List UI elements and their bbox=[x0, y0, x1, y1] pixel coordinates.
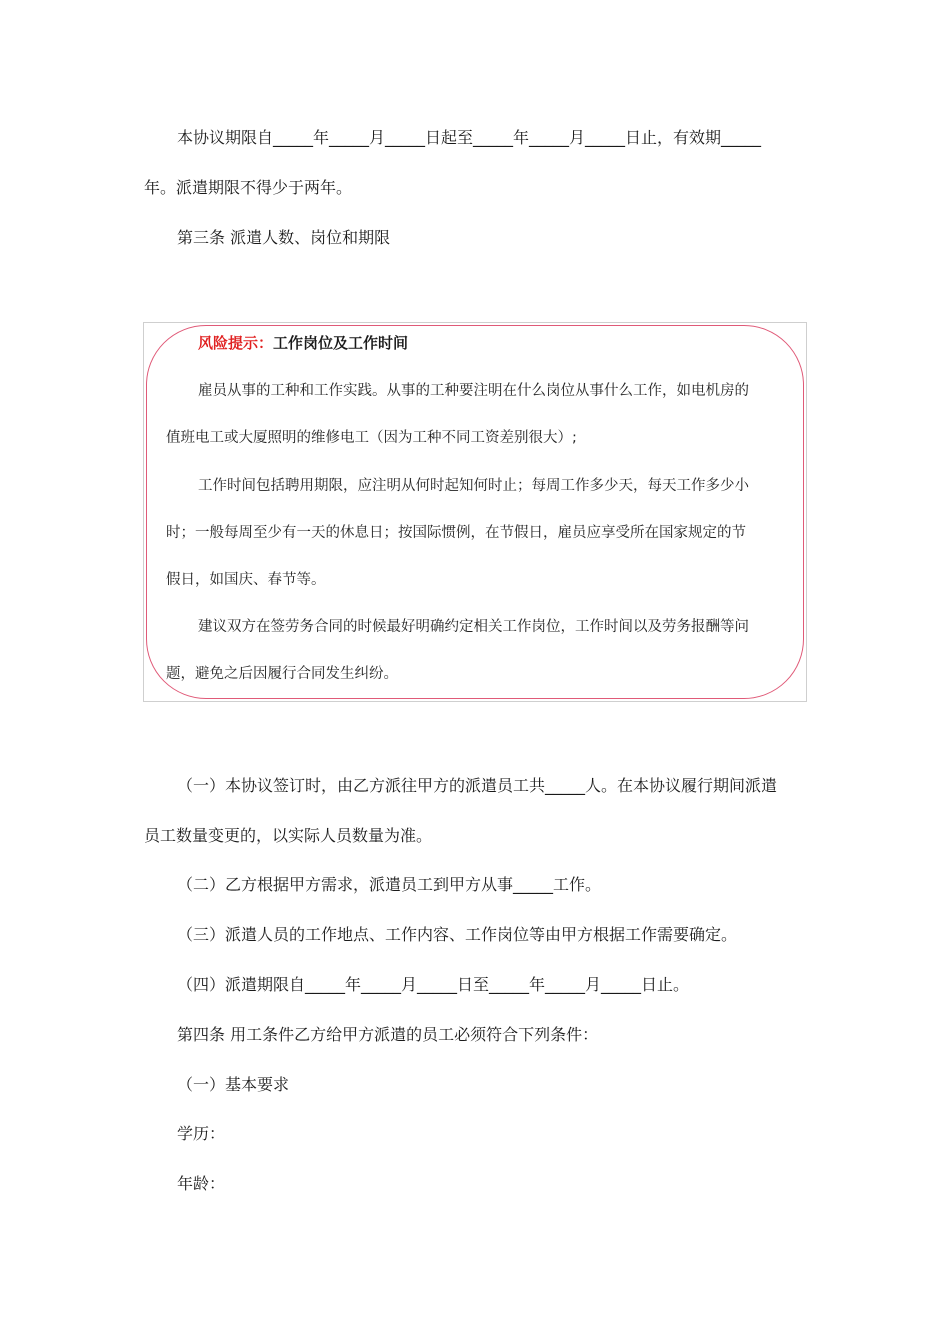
item-1-line-1: （一）本协议签订时，由乙方派往甲方的派遣员工共_____人。在本协议履行期间派遣 bbox=[177, 776, 778, 795]
risk-line-2: 值班电工或大厦照明的维修电工（因为工种不同工资差别很大）; bbox=[166, 430, 577, 446]
article-3-heading: 第三条 派遣人数、岗位和期限 bbox=[177, 228, 391, 247]
term-clause-line-1: 本协议期限自_____年_____月_____日起至_____年_____月_____日止，有效期_____ bbox=[177, 128, 762, 147]
risk-title bbox=[198, 334, 408, 352]
age-field: 年龄： bbox=[177, 1174, 226, 1193]
risk-line-4: 时；一般每周至少有一天的休息日；按国际惯例，在节假日，雇员应享受所在国家规定的节 bbox=[166, 525, 746, 541]
risk-line-6: 建议双方在签劳务合同的时候最好明确约定相关工作岗位，工作时间以及劳务报酬等问 bbox=[198, 619, 749, 635]
item-4: （四）派遣期限自_____年_____月_____日至_____年_____月_____日止。 bbox=[177, 975, 690, 994]
item-1-line-2: 员工数量变更的，以实际人员数量为准。 bbox=[144, 826, 433, 845]
term-clause-line-2: 年。派遣期限不得少于两年。 bbox=[144, 178, 353, 197]
risk-line-1: 雇员从事的工种和工作实践。从事的工种要注明在什么岗位从事什么工作，如电机房的 bbox=[198, 383, 749, 399]
item-3: （三）派遣人员的工作地点、工作内容、工作岗位等由甲方根据工作需要确定。 bbox=[177, 925, 738, 944]
risk-line-3: 工作时间包括聘用期限，应注明从何时起知何时止；每周工作多少天，每天工作多少小 bbox=[198, 478, 749, 494]
article-4-heading: 第四条 用工条件乙方给甲方派遣的员工必须符合下列条件： bbox=[177, 1025, 599, 1044]
risk-line-5: 假日，如国庆、春节等。 bbox=[166, 572, 326, 588]
risk-label: 风险提示： bbox=[198, 334, 274, 352]
item-2: （二）乙方根据甲方需求，派遣员工到甲方从事_____工作。 bbox=[177, 875, 602, 894]
basic-requirements: （一）基本要求 bbox=[177, 1075, 290, 1094]
risk-heading: 工作岗位及工作时间 bbox=[273, 334, 409, 352]
risk-line-7: 题，避免之后因履行合同发生纠纷。 bbox=[166, 666, 398, 682]
education-field: 学历： bbox=[177, 1124, 226, 1143]
